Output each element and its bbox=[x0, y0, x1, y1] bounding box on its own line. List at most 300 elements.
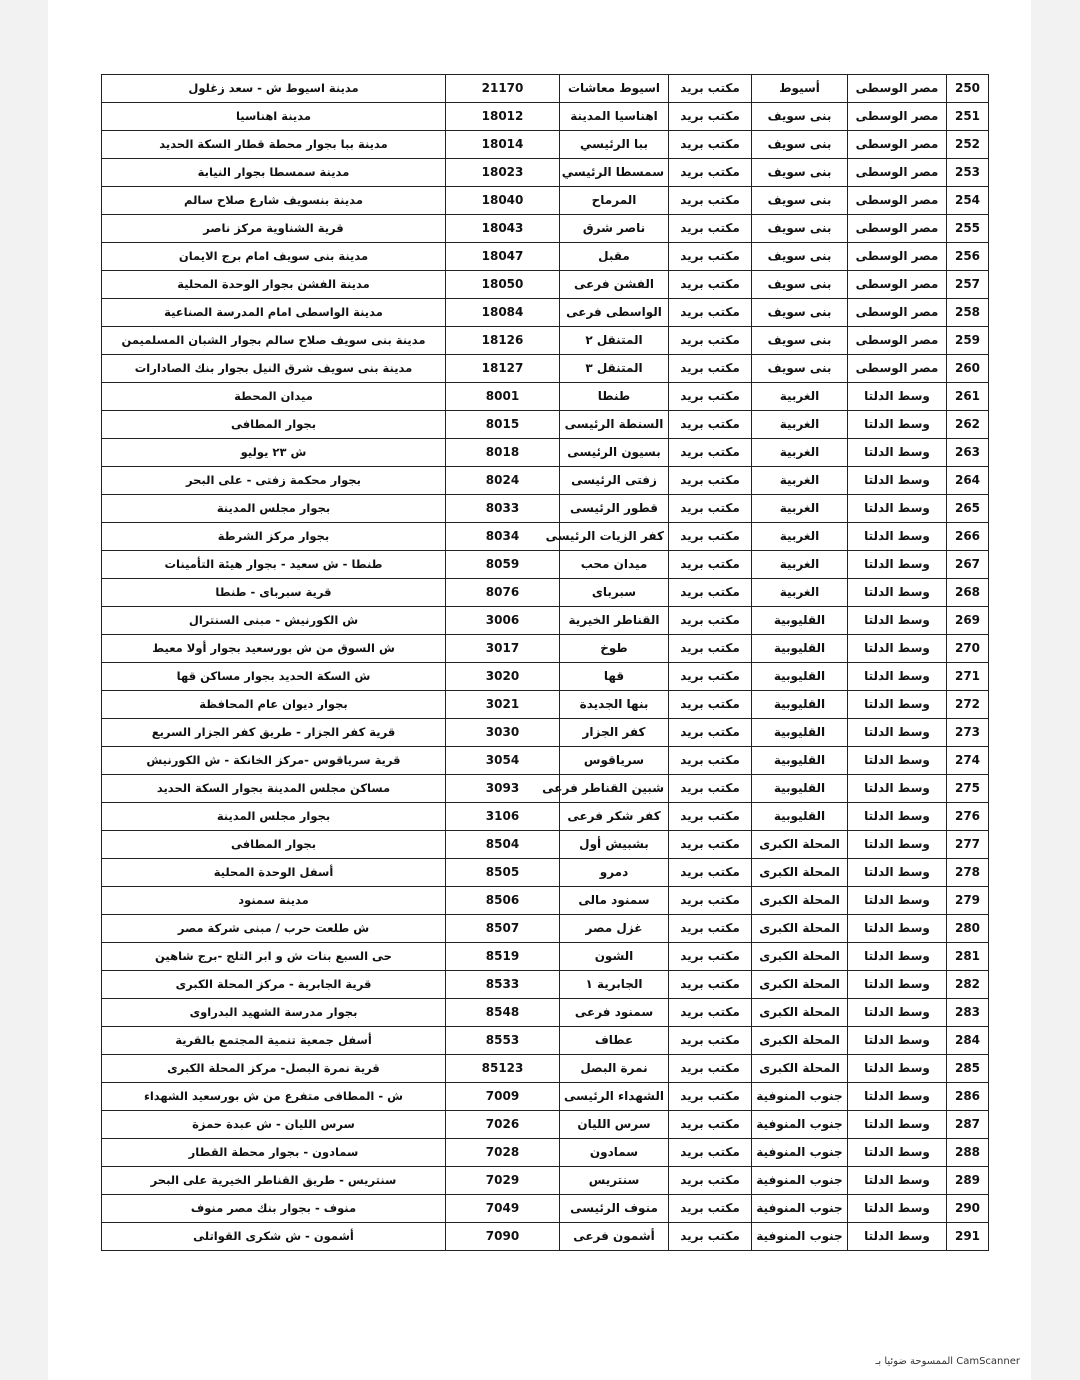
office-name-cell: كفر الجزار bbox=[560, 719, 669, 747]
row-number-cell: 262 bbox=[947, 411, 989, 439]
row-number-cell: 276 bbox=[947, 803, 989, 831]
office-name-cell: اسيوط معاشات bbox=[560, 75, 669, 103]
office-name-cell: سمنود مالى bbox=[560, 887, 669, 915]
region-cell: وسط الدلتا bbox=[848, 803, 947, 831]
table-row bbox=[102, 1195, 989, 1223]
table-row bbox=[102, 1055, 989, 1083]
region-cell: وسط الدلتا bbox=[848, 607, 947, 635]
office-name-cell: سمادون bbox=[560, 1139, 669, 1167]
governorate-cell: أسيوط bbox=[752, 75, 848, 103]
region-cell: وسط الدلتا bbox=[848, 747, 947, 775]
office-type-cell: مكتب بريد bbox=[669, 131, 752, 159]
row-number-cell: 257 bbox=[947, 271, 989, 299]
office-type-cell: مكتب بريد bbox=[669, 299, 752, 327]
postal-code-cell: 3006 bbox=[446, 607, 560, 635]
address-cell: مدينة اسيوط ش - سعد زغلول bbox=[102, 75, 446, 103]
row-number-cell: 260 bbox=[947, 355, 989, 383]
address-cell: ش - المطافى متفرع من ش بورسعيد الشهداء bbox=[102, 1083, 446, 1111]
postal-code-cell: 8504 bbox=[446, 831, 560, 859]
region-cell: وسط الدلتا bbox=[848, 383, 947, 411]
region-cell: وسط الدلتا bbox=[848, 1223, 947, 1251]
table-row bbox=[102, 719, 989, 747]
region-cell: وسط الدلتا bbox=[848, 859, 947, 887]
address-cell: قرية الجابرية - مركز المحلة الكبرى bbox=[102, 971, 446, 999]
address-cell: منوف - بجوار بنك مصر منوف bbox=[102, 1195, 446, 1223]
postal-code-cell: 8076 bbox=[446, 579, 560, 607]
office-type-cell: مكتب بريد bbox=[669, 691, 752, 719]
row-number-cell: 252 bbox=[947, 131, 989, 159]
region-cell: مصر الوسطى bbox=[848, 131, 947, 159]
table-row bbox=[102, 1139, 989, 1167]
office-name-cell: المتنقل ٣ bbox=[560, 355, 669, 383]
address-cell: ش السكة الحديد بجوار مساكن قها bbox=[102, 663, 446, 691]
governorate-cell: جنوب المنوفية bbox=[752, 1223, 848, 1251]
office-type-cell: مكتب بريد bbox=[669, 719, 752, 747]
row-number-cell: 253 bbox=[947, 159, 989, 187]
postal-code-cell: 3017 bbox=[446, 635, 560, 663]
office-name-cell: شبين القناطر فرعى bbox=[560, 775, 669, 803]
address-cell: مدينة اهناسيا bbox=[102, 103, 446, 131]
address-cell: قرية سرياقوس -مركز الخانكة - ش الكورنيش bbox=[102, 747, 446, 775]
address-cell: مدينة ببا بجوار محطة قطار السكة الحديد bbox=[102, 131, 446, 159]
table-row bbox=[102, 1027, 989, 1055]
office-type-cell: مكتب بريد bbox=[669, 831, 752, 859]
office-type-cell: مكتب بريد bbox=[669, 383, 752, 411]
region-cell: وسط الدلتا bbox=[848, 1195, 947, 1223]
postal-code-cell: 85123 bbox=[446, 1055, 560, 1083]
table-row bbox=[102, 355, 989, 383]
address-cell: مدينة سمسطا بجوار النيابة bbox=[102, 159, 446, 187]
office-name-cell: بسيون الرئيسى bbox=[560, 439, 669, 467]
address-cell: مدينة بنى سويف امام برج الايمان bbox=[102, 243, 446, 271]
address-cell: بجوار المطافى bbox=[102, 411, 446, 439]
governorate-cell: جنوب المنوفية bbox=[752, 1195, 848, 1223]
office-name-cell: الفشن فرعى bbox=[560, 271, 669, 299]
postal-code-cell: 7026 bbox=[446, 1111, 560, 1139]
postal-code-cell: 8548 bbox=[446, 999, 560, 1027]
office-name-cell: المرماح bbox=[560, 187, 669, 215]
address-cell: أسفل الوحدة المحلية bbox=[102, 859, 446, 887]
region-cell: وسط الدلتا bbox=[848, 775, 947, 803]
row-number-cell: 272 bbox=[947, 691, 989, 719]
postal-code-cell: 18126 bbox=[446, 327, 560, 355]
row-number-cell: 250 bbox=[947, 75, 989, 103]
office-name-cell: منوف الرئيسى bbox=[560, 1195, 669, 1223]
office-type-cell: مكتب بريد bbox=[669, 887, 752, 915]
office-name-cell: قطور الرئيسى bbox=[560, 495, 669, 523]
office-name-cell: غزل مصر bbox=[560, 915, 669, 943]
office-name-cell: سبرباى bbox=[560, 579, 669, 607]
office-name-cell: نمرة البصل bbox=[560, 1055, 669, 1083]
row-number-cell: 269 bbox=[947, 607, 989, 635]
governorate-cell: الغربية bbox=[752, 551, 848, 579]
address-cell: مدينة الفشن بجوار الوحدة المحلية bbox=[102, 271, 446, 299]
row-number-cell: 264 bbox=[947, 467, 989, 495]
table-row bbox=[102, 131, 989, 159]
office-name-cell: سرياقوس bbox=[560, 747, 669, 775]
governorate-cell: الغربية bbox=[752, 439, 848, 467]
address-cell: بجوار المطافى bbox=[102, 831, 446, 859]
governorate-cell: الغربية bbox=[752, 495, 848, 523]
row-number-cell: 284 bbox=[947, 1027, 989, 1055]
governorate-cell: القليوبية bbox=[752, 803, 848, 831]
office-type-cell: مكتب بريد bbox=[669, 999, 752, 1027]
governorate-cell: جنوب المنوفية bbox=[752, 1139, 848, 1167]
table-row bbox=[102, 327, 989, 355]
governorate-cell: جنوب المنوفية bbox=[752, 1083, 848, 1111]
row-number-cell: 278 bbox=[947, 859, 989, 887]
region-cell: وسط الدلتا bbox=[848, 495, 947, 523]
address-cell: سنتريس - طريق القناطر الخيرية على البحر bbox=[102, 1167, 446, 1195]
office-type-cell: مكتب بريد bbox=[669, 1195, 752, 1223]
governorate-cell: القليوبية bbox=[752, 747, 848, 775]
row-number-cell: 290 bbox=[947, 1195, 989, 1223]
table-row bbox=[102, 607, 989, 635]
row-number-cell: 261 bbox=[947, 383, 989, 411]
governorate-cell: المحلة الكبرى bbox=[752, 831, 848, 859]
address-cell: مدينة الواسطى امام المدرسة الصناعية bbox=[102, 299, 446, 327]
table-row bbox=[102, 467, 989, 495]
office-type-cell: مكتب بريد bbox=[669, 803, 752, 831]
postal-code-cell: 18050 bbox=[446, 271, 560, 299]
governorate-cell: المحلة الكبرى bbox=[752, 1055, 848, 1083]
governorate-cell: بنى سويف bbox=[752, 187, 848, 215]
office-type-cell: مكتب بريد bbox=[669, 915, 752, 943]
office-type-cell: مكتب بريد bbox=[669, 271, 752, 299]
office-name-cell: أشمون فرعى bbox=[560, 1223, 669, 1251]
office-type-cell: مكتب بريد bbox=[669, 1167, 752, 1195]
postal-code-cell: 8015 bbox=[446, 411, 560, 439]
row-number-cell: 281 bbox=[947, 943, 989, 971]
office-type-cell: مكتب بريد bbox=[669, 775, 752, 803]
row-number-cell: 265 bbox=[947, 495, 989, 523]
governorate-cell: القليوبية bbox=[752, 635, 848, 663]
table-row bbox=[102, 747, 989, 775]
postal-code-cell: 3030 bbox=[446, 719, 560, 747]
governorate-cell: المحلة الكبرى bbox=[752, 915, 848, 943]
governorate-cell: بنى سويف bbox=[752, 327, 848, 355]
office-type-cell: مكتب بريد bbox=[669, 523, 752, 551]
address-cell: مساكن مجلس المدينة بجوار السكة الحديد bbox=[102, 775, 446, 803]
address-cell: بجوار مركز الشرطة bbox=[102, 523, 446, 551]
governorate-cell: بنى سويف bbox=[752, 243, 848, 271]
office-name-cell: ميدان محب bbox=[560, 551, 669, 579]
office-name-cell: كفر الزيات الرئيسى bbox=[560, 523, 669, 551]
region-cell: وسط الدلتا bbox=[848, 467, 947, 495]
office-name-cell: عطاف bbox=[560, 1027, 669, 1055]
governorate-cell: القليوبية bbox=[752, 607, 848, 635]
region-cell: وسط الدلتا bbox=[848, 1111, 947, 1139]
post-offices-table bbox=[101, 74, 989, 1251]
region-cell: وسط الدلتا bbox=[848, 691, 947, 719]
office-type-cell: مكتب بريد bbox=[669, 467, 752, 495]
row-number-cell: 259 bbox=[947, 327, 989, 355]
postal-code-cell: 3021 bbox=[446, 691, 560, 719]
address-cell: ميدان المحطة bbox=[102, 383, 446, 411]
address-cell: بجوار مجلس المدينة bbox=[102, 803, 446, 831]
office-type-cell: مكتب بريد bbox=[669, 579, 752, 607]
office-name-cell: بنها الجديدة bbox=[560, 691, 669, 719]
postal-code-cell: 8519 bbox=[446, 943, 560, 971]
table-row bbox=[102, 75, 989, 103]
office-type-cell: مكتب بريد bbox=[669, 243, 752, 271]
office-name-cell: سرس الليان bbox=[560, 1111, 669, 1139]
office-name-cell: سمسطا الرئيسي bbox=[560, 159, 669, 187]
row-number-cell: 274 bbox=[947, 747, 989, 775]
region-cell: وسط الدلتا bbox=[848, 831, 947, 859]
region-cell: وسط الدلتا bbox=[848, 523, 947, 551]
row-number-cell: 287 bbox=[947, 1111, 989, 1139]
row-number-cell: 273 bbox=[947, 719, 989, 747]
governorate-cell: جنوب المنوفية bbox=[752, 1111, 848, 1139]
address-cell: مدينة بنسويف شارع صلاح سالم bbox=[102, 187, 446, 215]
postal-code-cell: 21170 bbox=[446, 75, 560, 103]
table-row bbox=[102, 243, 989, 271]
table-row bbox=[102, 1111, 989, 1139]
office-name-cell: المتنقل ٢ bbox=[560, 327, 669, 355]
office-name-cell: الواسطى فرعى bbox=[560, 299, 669, 327]
row-number-cell: 291 bbox=[947, 1223, 989, 1251]
region-cell: وسط الدلتا bbox=[848, 971, 947, 999]
office-type-cell: مكتب بريد bbox=[669, 663, 752, 691]
region-cell: مصر الوسطى bbox=[848, 299, 947, 327]
office-name-cell: مقبل bbox=[560, 243, 669, 271]
office-type-cell: مكتب بريد bbox=[669, 551, 752, 579]
postal-code-cell: 8505 bbox=[446, 859, 560, 887]
governorate-cell: الغربية bbox=[752, 411, 848, 439]
postal-code-cell: 18012 bbox=[446, 103, 560, 131]
office-type-cell: مكتب بريد bbox=[669, 159, 752, 187]
table-row bbox=[102, 663, 989, 691]
office-name-cell: سمنود فرعى bbox=[560, 999, 669, 1027]
postal-code-cell: 8018 bbox=[446, 439, 560, 467]
governorate-cell: بنى سويف bbox=[752, 355, 848, 383]
region-cell: وسط الدلتا bbox=[848, 635, 947, 663]
office-name-cell: ناصر شرق bbox=[560, 215, 669, 243]
table-row bbox=[102, 383, 989, 411]
office-name-cell: سنتريس bbox=[560, 1167, 669, 1195]
row-number-cell: 256 bbox=[947, 243, 989, 271]
table-row bbox=[102, 1223, 989, 1251]
postal-code-cell: 8001 bbox=[446, 383, 560, 411]
table-row bbox=[102, 775, 989, 803]
table-row bbox=[102, 915, 989, 943]
row-number-cell: 282 bbox=[947, 971, 989, 999]
governorate-cell: بنى سويف bbox=[752, 215, 848, 243]
row-number-cell: 279 bbox=[947, 887, 989, 915]
table-row bbox=[102, 215, 989, 243]
postal-code-cell: 3093 bbox=[446, 775, 560, 803]
postal-code-cell: 8506 bbox=[446, 887, 560, 915]
office-type-cell: مكتب بريد bbox=[669, 495, 752, 523]
governorate-cell: المحلة الكبرى bbox=[752, 859, 848, 887]
postal-code-cell: 18014 bbox=[446, 131, 560, 159]
governorate-cell: جنوب المنوفية bbox=[752, 1167, 848, 1195]
postal-code-cell: 18043 bbox=[446, 215, 560, 243]
office-type-cell: مكتب بريد bbox=[669, 75, 752, 103]
address-cell: بجوار ديوان عام المحافظة bbox=[102, 691, 446, 719]
office-name-cell: كفر شكر فرعى bbox=[560, 803, 669, 831]
postal-code-cell: 18047 bbox=[446, 243, 560, 271]
region-cell: وسط الدلتا bbox=[848, 1027, 947, 1055]
row-number-cell: 267 bbox=[947, 551, 989, 579]
governorate-cell: الغربية bbox=[752, 523, 848, 551]
postal-code-cell: 8033 bbox=[446, 495, 560, 523]
address-cell: قرية نمرة البصل- مركز المحلة الكبرى bbox=[102, 1055, 446, 1083]
table-row bbox=[102, 523, 989, 551]
office-type-cell: مكتب بريد bbox=[669, 1111, 752, 1139]
row-number-cell: 251 bbox=[947, 103, 989, 131]
region-cell: وسط الدلتا bbox=[848, 411, 947, 439]
office-type-cell: مكتب بريد bbox=[669, 859, 752, 887]
address-cell: مدينة بنى سويف شرق النيل بجوار بنك الصادارات bbox=[102, 355, 446, 383]
governorate-cell: المحلة الكبرى bbox=[752, 971, 848, 999]
office-name-cell: الشون bbox=[560, 943, 669, 971]
table-row bbox=[102, 887, 989, 915]
table-row bbox=[102, 1167, 989, 1195]
office-type-cell: مكتب بريد bbox=[669, 971, 752, 999]
governorate-cell: القليوبية bbox=[752, 663, 848, 691]
row-number-cell: 289 bbox=[947, 1167, 989, 1195]
address-cell: سمادون - بجوار محطة القطار bbox=[102, 1139, 446, 1167]
table-row bbox=[102, 1083, 989, 1111]
governorate-cell: القليوبية bbox=[752, 691, 848, 719]
office-type-cell: مكتب بريد bbox=[669, 327, 752, 355]
address-cell: بجوار محكمة زفتى - على البحر bbox=[102, 467, 446, 495]
table-body bbox=[102, 75, 989, 1251]
region-cell: وسط الدلتا bbox=[848, 999, 947, 1027]
office-name-cell: طوخ bbox=[560, 635, 669, 663]
address-cell: قرية كفر الجزار - طريق كفر الجزار السريع bbox=[102, 719, 446, 747]
region-cell: وسط الدلتا bbox=[848, 1083, 947, 1111]
table-row bbox=[102, 551, 989, 579]
table-row bbox=[102, 971, 989, 999]
office-type-cell: مكتب بريد bbox=[669, 103, 752, 131]
address-cell: حى السبع بنات ش و ابر التلج -برج شاهين bbox=[102, 943, 446, 971]
region-cell: وسط الدلتا bbox=[848, 551, 947, 579]
governorate-cell: المحلة الكبرى bbox=[752, 1027, 848, 1055]
address-cell: بجوار مجلس المدينة bbox=[102, 495, 446, 523]
office-type-cell: مكتب بريد bbox=[669, 1083, 752, 1111]
postal-code-cell: 8024 bbox=[446, 467, 560, 495]
postal-code-cell: 3106 bbox=[446, 803, 560, 831]
address-cell: قرية سبرباى - طنطا bbox=[102, 579, 446, 607]
table-row bbox=[102, 271, 989, 299]
row-number-cell: 271 bbox=[947, 663, 989, 691]
governorate-cell: بنى سويف bbox=[752, 271, 848, 299]
region-cell: مصر الوسطى bbox=[848, 243, 947, 271]
office-type-cell: مكتب بريد bbox=[669, 411, 752, 439]
governorate-cell: المحلة الكبرى bbox=[752, 887, 848, 915]
governorate-cell: بنى سويف bbox=[752, 299, 848, 327]
office-type-cell: مكتب بريد bbox=[669, 187, 752, 215]
postal-code-cell: 8034 bbox=[446, 523, 560, 551]
address-cell: ش السوق من ش بورسعيد بجوار أولا معيط bbox=[102, 635, 446, 663]
region-cell: مصر الوسطى bbox=[848, 271, 947, 299]
postal-code-cell: 18023 bbox=[446, 159, 560, 187]
governorate-cell: الغربية bbox=[752, 383, 848, 411]
table-row bbox=[102, 187, 989, 215]
office-type-cell: مكتب بريد bbox=[669, 607, 752, 635]
postal-code-cell: 18127 bbox=[446, 355, 560, 383]
region-cell: مصر الوسطى bbox=[848, 215, 947, 243]
region-cell: وسط الدلتا bbox=[848, 943, 947, 971]
region-cell: وسط الدلتا bbox=[848, 579, 947, 607]
postal-code-cell: 7029 bbox=[446, 1167, 560, 1195]
office-name-cell: القناطر الخيرية bbox=[560, 607, 669, 635]
region-cell: مصر الوسطى bbox=[848, 75, 947, 103]
governorate-cell: المحلة الكبرى bbox=[752, 943, 848, 971]
governorate-cell: الغربية bbox=[752, 579, 848, 607]
region-cell: وسط الدلتا bbox=[848, 719, 947, 747]
table-row bbox=[102, 999, 989, 1027]
office-type-cell: مكتب بريد bbox=[669, 635, 752, 663]
address-cell: بجوار مدرسة الشهيد البدراوى bbox=[102, 999, 446, 1027]
scanner-watermark: الممسوحة ضوئيا بـ CamScanner bbox=[875, 1356, 1020, 1367]
row-number-cell: 255 bbox=[947, 215, 989, 243]
row-number-cell: 270 bbox=[947, 635, 989, 663]
region-cell: وسط الدلتا bbox=[848, 663, 947, 691]
region-cell: مصر الوسطى bbox=[848, 103, 947, 131]
office-name-cell: قها bbox=[560, 663, 669, 691]
office-type-cell: مكتب بريد bbox=[669, 439, 752, 467]
postal-code-cell: 7028 bbox=[446, 1139, 560, 1167]
row-number-cell: 275 bbox=[947, 775, 989, 803]
row-number-cell: 268 bbox=[947, 579, 989, 607]
office-name-cell: طنطا bbox=[560, 383, 669, 411]
office-type-cell: مكتب بريد bbox=[669, 1055, 752, 1083]
office-type-cell: مكتب بريد bbox=[669, 1027, 752, 1055]
address-cell: ش ٢٣ يوليو bbox=[102, 439, 446, 467]
governorate-cell: القليوبية bbox=[752, 719, 848, 747]
address-cell: مدينة بنى سويف صلاح سالم بجوار الشبان المسلميمن bbox=[102, 327, 446, 355]
region-cell: وسط الدلتا bbox=[848, 1167, 947, 1195]
region-cell: مصر الوسطى bbox=[848, 159, 947, 187]
office-name-cell: ببا الرئيسي bbox=[560, 131, 669, 159]
table-row bbox=[102, 159, 989, 187]
postal-code-cell: 8059 bbox=[446, 551, 560, 579]
row-number-cell: 288 bbox=[947, 1139, 989, 1167]
row-number-cell: 280 bbox=[947, 915, 989, 943]
table-row bbox=[102, 691, 989, 719]
table-row bbox=[102, 831, 989, 859]
governorate-cell: الغربية bbox=[752, 467, 848, 495]
office-type-cell: مكتب بريد bbox=[669, 355, 752, 383]
office-name-cell: دمرو bbox=[560, 859, 669, 887]
governorate-cell: المحلة الكبرى bbox=[752, 999, 848, 1027]
postal-code-cell: 7009 bbox=[446, 1083, 560, 1111]
address-cell: قرية الشناوية مركز ناصر bbox=[102, 215, 446, 243]
address-cell: أشمون - ش شكرى القواتلى bbox=[102, 1223, 446, 1251]
region-cell: وسط الدلتا bbox=[848, 439, 947, 467]
postal-code-cell: 7090 bbox=[446, 1223, 560, 1251]
row-number-cell: 286 bbox=[947, 1083, 989, 1111]
address-cell: أسفل جمعية تنمية المجتمع بالقرية bbox=[102, 1027, 446, 1055]
office-name-cell: الجابرية ١ bbox=[560, 971, 669, 999]
office-name-cell: بشبيش أول bbox=[560, 831, 669, 859]
address-cell: ش طلعت حرب / مبنى شركة مصر bbox=[102, 915, 446, 943]
row-number-cell: 283 bbox=[947, 999, 989, 1027]
postal-code-cell: 3054 bbox=[446, 747, 560, 775]
postal-code-cell: 8533 bbox=[446, 971, 560, 999]
region-cell: مصر الوسطى bbox=[848, 327, 947, 355]
table-row bbox=[102, 859, 989, 887]
address-cell: طنطا - ش سعيد - بجوار هيئة التأمينات bbox=[102, 551, 446, 579]
office-name-cell: الشهداء الرئيسى bbox=[560, 1083, 669, 1111]
row-number-cell: 277 bbox=[947, 831, 989, 859]
region-cell: مصر الوسطى bbox=[848, 187, 947, 215]
postal-code-cell: 8553 bbox=[446, 1027, 560, 1055]
